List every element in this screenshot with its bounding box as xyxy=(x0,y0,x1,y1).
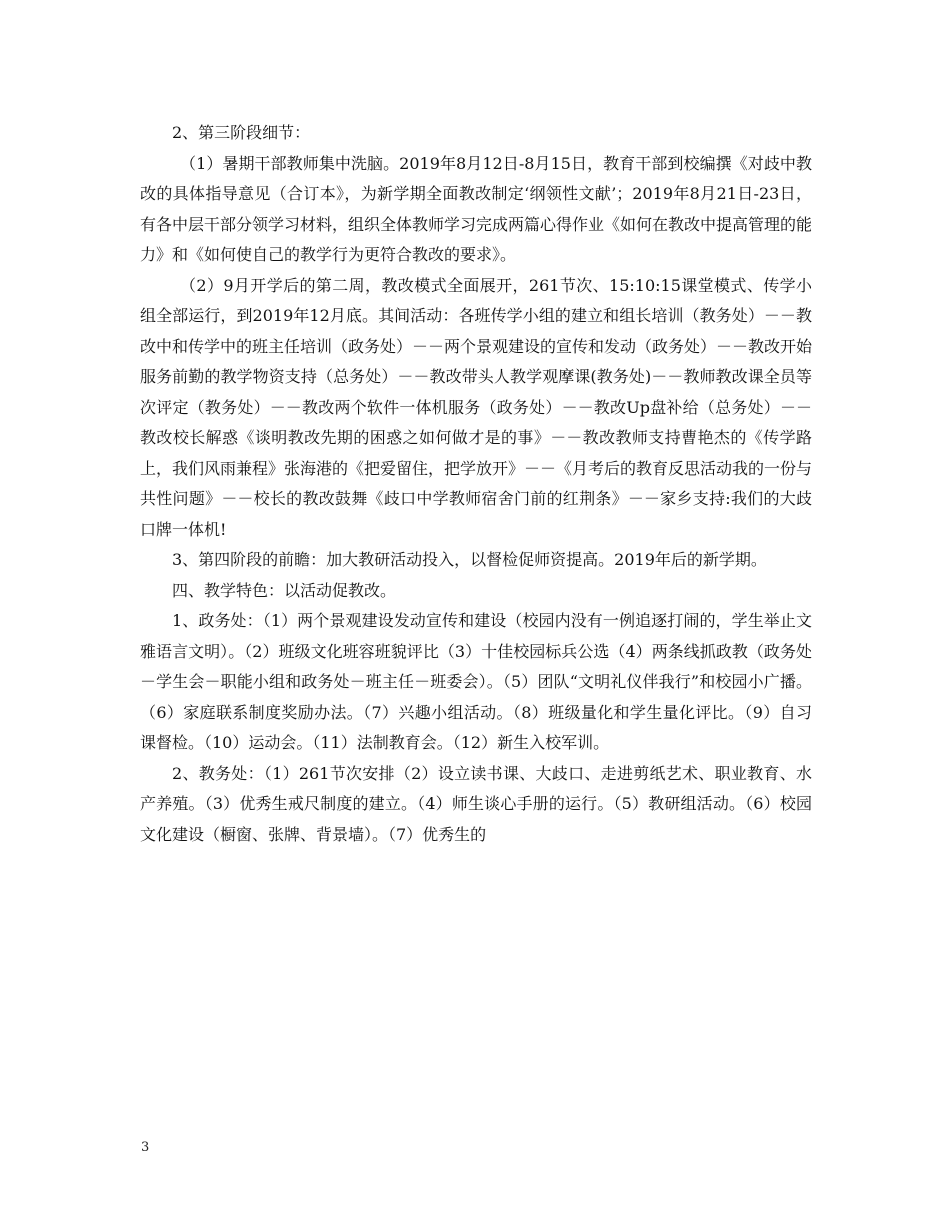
paragraph-academic-office: 2、教务处：（1）261节次安排（2）设立读书课、大歧口、走进剪纸艺术、职业教育、水产养殖。（3）优秀生戒尺制度的建立。（4）师生谈心手册的运行。（5）教研组活动。（6）校园文化建设（橱窗、张牌、背景墙）。（7）优秀生的 xyxy=(140,763,812,844)
paragraph-stage-four-outlook: 3、第四阶段的前瞻：加大教研活动投入，以督检促师资提高。2019年后的新学期。 xyxy=(172,550,767,569)
paragraph-september-activities: （2）9月开学后的第二周，教改模式全面展开，261节次、15:10:15课堂模式、传学小组全部运行，到2019年12月底。其间活动：各班传学小组的建立和组长培训（教务处）－－教改中和传学中的班主任培训（政务处）－－两个景观建设的宣传和发动（政务处）－－教改开始服务前勤的教学物资支持（总务处）－－教改带头人教学观摩课(教务处)－－教师教改课全员等次评定（教务处）－－教改两个软件一体机服务（政务处）－－教改Up盘补给（总务处）－－教改校长解惑《谈明教改先期的困惑之如何做才是的事》－－教改教师支持曹艳杰的《传学路上，我们风雨兼程》张海港的《把爱留住，把学放开》－－《月考后的教育反思活动我的一份与共性问题》－－校长的教改鼓舞《歧口中学教师宿舍门前的红荆条》－－家乡支持:我们的大歧口牌一体机! xyxy=(140,275,813,539)
paragraph-political-office: 1、政务处：（1）两个景观建设发动宣传和建设（校园内没有一例追逐打闹的，学生举止文雅语言文明）。（2）班级文化班容班貌评比（3）十佳校园标兵公选（4）两条线抓政教（政务处－学生会－职能小组和政务处－班主任－班委会）。（5）团队“文明礼仪伴我行”和校园小广播。（6）家庭联系制度奖励办法。（7）兴趣小组活动。（8）班级量化和学生量化评比。（9）自习课督检。（10）运动会。（11）法制教育会。（12）新生入校军训。 xyxy=(140,611,812,752)
document-body xyxy=(140,118,812,850)
page-number: 3 xyxy=(141,1140,150,1155)
paragraph-teaching-features-heading: 四、教学特色：以活动促教改。 xyxy=(172,580,397,600)
paragraph-summer-training: （1）暑期干部教师集中洗脑。2019年8月12日-8月15日，教育干部到校编撰《对歧中教改的具体指导意见（合订本》，为新学期全面教改制定‘纲领性文献’；2019年8月21日-23日，有各中层干部分领学习材料，组织全体教师学习完成两篇心得作业《如何在教改中提高管理的能力》和《如何使自己的教学行为更符合教改的要求》。 xyxy=(140,153,813,264)
paragraph-stage-three-heading: 2、第三阶段细节： xyxy=(172,123,311,142)
